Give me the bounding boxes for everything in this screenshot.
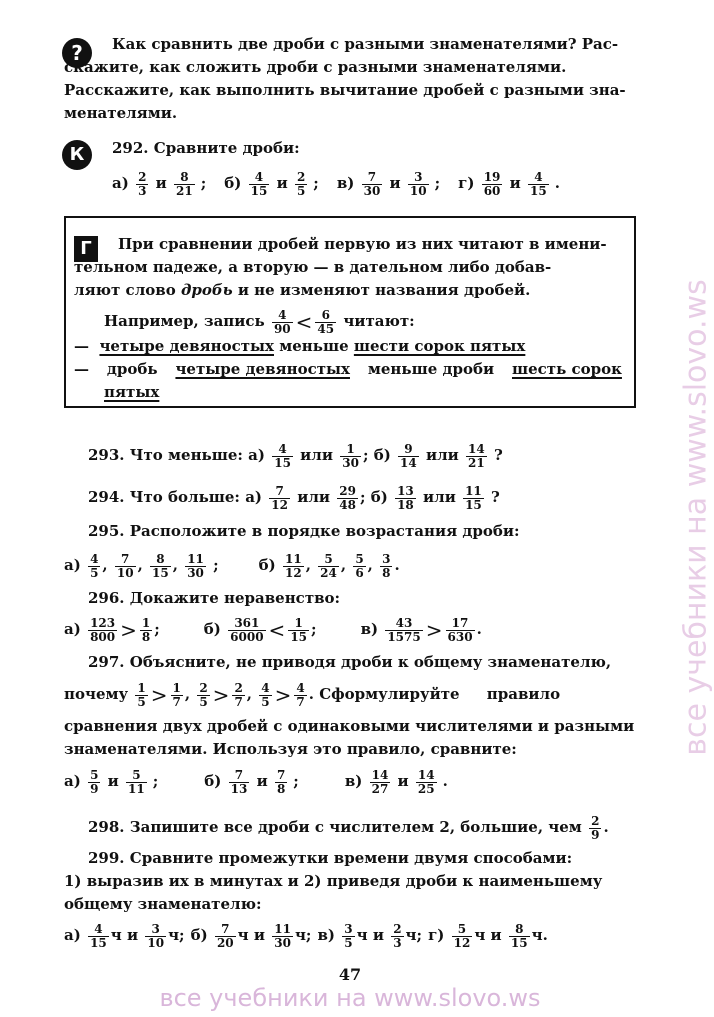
rule-reading-2-b: шесть сорок — [511, 360, 622, 378]
ex299-and: и — [126, 926, 139, 944]
ex297-sign: > — [274, 683, 292, 707]
ex299-end: . — [542, 926, 548, 944]
ex299-number: 299. — [88, 849, 125, 867]
ex296-fraction-left-denominator: 800 — [90, 629, 116, 644]
question-icon: ? — [62, 38, 92, 68]
ex292-item — [112, 169, 210, 198]
ex299-fraction-a — [452, 923, 473, 950]
ex299-end: ; — [179, 926, 185, 944]
ex299-item-label: г) — [428, 926, 445, 944]
ex296-fraction-right-denominator: 8 — [141, 629, 151, 644]
ex299-item-label: б) — [190, 926, 208, 944]
ex297-formulate: Сформулируйте правило — [319, 685, 561, 703]
ex294-a1: $\frac{7}{12}$ — [271, 483, 288, 512]
ex299-line-1 — [88, 848, 628, 868]
ex292-end: ; — [200, 174, 207, 192]
ex295-b-fraction-denominator: 12 — [285, 565, 302, 580]
ex297-fraction-a-numerator: 14 — [371, 767, 389, 782]
ex295-b-label: б) — [258, 556, 276, 574]
rule-example-suffix: читают: — [343, 312, 415, 330]
rule-reading-2-b2: пятых — [104, 383, 160, 401]
ex297-fraction-b-numerator: 5 — [132, 767, 141, 782]
ex299-unit: ч — [237, 926, 249, 944]
ex299-fraction-a-numerator: 5 — [457, 921, 467, 936]
ex296-item-label: б) — [203, 620, 221, 638]
ex295-a-fraction — [185, 553, 206, 580]
ex297-ineq-right-denominator: 7 — [172, 694, 181, 709]
rule-example-prefix: Например, запись — [104, 312, 265, 330]
ex296-fraction-left — [385, 617, 422, 644]
ex297-item-label: а) — [64, 772, 81, 790]
ex296-number: 296. — [88, 589, 125, 607]
ex297-line-1 — [88, 652, 628, 672]
ex296-fraction-right — [140, 617, 152, 644]
ex296-fraction-left-numerator: 361 — [234, 615, 260, 630]
ex294-b1: $\frac{13}{18}$ — [397, 483, 414, 512]
ex297-items — [64, 764, 628, 798]
ex297-fraction-a — [370, 769, 391, 796]
ex297-item-label: в) — [344, 772, 363, 790]
ex297-ineq-left-numerator: 4 — [261, 680, 270, 695]
ex296-items — [64, 612, 628, 647]
ex296-end: ; — [311, 620, 317, 638]
ex297-ineq-right-numerator: 4 — [296, 680, 305, 695]
ex297-fraction-a — [88, 769, 100, 796]
ex295-a-fraction-numerator: 8 — [156, 551, 165, 566]
ex295-b-fraction — [353, 553, 365, 580]
ex295-b-fraction-denominator: 6 — [355, 565, 364, 580]
rule-line-3-end: и не изменяют названия дробей. — [237, 281, 531, 299]
ex294-a-label: а) — [245, 488, 263, 506]
ex294-or-1: или — [297, 488, 331, 506]
ex292-fraction-a — [136, 171, 148, 198]
ex297-item-label: б) — [204, 772, 222, 790]
ex297-ineq-right-numerator: 1 — [172, 680, 181, 695]
ex297-fraction-b — [416, 769, 437, 796]
ex292-fraction-a-numerator: 2 — [138, 169, 147, 184]
ex292-fraction-a-denominator: 60 — [483, 183, 501, 198]
ex294-b2: $\frac{11}{15}$ — [465, 483, 482, 512]
ex299-and: и — [490, 926, 502, 944]
ex294-a2: $\frac{29}{48}$ — [339, 483, 356, 512]
ex298-end: . — [603, 818, 609, 836]
ex294-number: 294. — [88, 488, 125, 506]
ex296-fraction-left-denominator: 6000 — [230, 629, 264, 644]
ex299-items — [64, 918, 628, 952]
ex297-fraction-a-denominator: 13 — [230, 781, 248, 796]
ex294-or-2: или — [423, 488, 456, 506]
ex295-heading — [88, 521, 628, 541]
ex297-end: ; — [293, 772, 299, 790]
ex292-title: Сравните дроби: — [153, 139, 300, 157]
ex297-ineq-right-denominator: 7 — [296, 694, 305, 709]
question-line-1: Как сравнить две дроби с разными знаменателями? Рас- — [112, 35, 619, 53]
ex296-fraction-right — [288, 617, 309, 644]
ex292-fraction-b-denominator: 15 — [530, 183, 547, 198]
ex296-item — [64, 615, 160, 644]
ex299-fraction-a-denominator: 15 — [90, 935, 107, 950]
ex296-fraction-left-denominator: 1575 — [387, 629, 421, 644]
ex297-fraction-a-numerator: 7 — [234, 767, 244, 782]
ex297-sign: > — [150, 683, 168, 707]
ex299-fraction-a — [215, 923, 236, 950]
ex292-fraction-a-numerator: 7 — [367, 169, 377, 184]
ex293-a2: $\frac{1}{30}$ — [342, 441, 359, 470]
ex294: 294. Что больше: а) $\frac{7}{12}$ или $\frac{29}{48}$ ; б) $\frac{13}{18}$ или $\frac{11}{15}$ ? — [88, 483, 500, 512]
ex297-and: и — [256, 772, 268, 790]
ex293-text: Что меньше: — [129, 446, 243, 464]
rule-g-icon: Г — [74, 236, 98, 262]
rule-reading-1-dash: — — [74, 337, 89, 355]
ex297-and: и — [107, 772, 119, 790]
ex293-b1: $\frac{9}{14}$ — [400, 441, 417, 470]
ex297-item — [64, 767, 162, 796]
ex298 — [88, 810, 628, 844]
ex292-item-label: б) — [224, 174, 242, 192]
ex297-item — [344, 767, 452, 796]
rule-reading-2-mid: меньше дроби — [367, 360, 495, 378]
ex296-fraction-right — [446, 617, 475, 644]
ex297-fraction-b — [126, 769, 147, 796]
ex295-a-fraction-denominator: 15 — [152, 565, 169, 580]
ex296-sign: > — [120, 618, 137, 642]
ex295-group-b: б) $\frac{11}{12}$ , $\frac{5}{24}$ , $\frac{5}{6}$ , $\frac{3}{8}$ . — [258, 551, 400, 580]
ex292-item-label: а) — [112, 174, 129, 192]
ex299-fraction-b-denominator: 30 — [274, 935, 291, 950]
vertical-watermark — [678, 150, 714, 870]
rule-reading-2 — [74, 359, 622, 379]
ex295-b-fraction-numerator: 11 — [285, 551, 302, 566]
ex297-line1-text: Объясните, не приводя дроби к общему знаменателю, — [129, 653, 612, 671]
ex297-ineq-left-denominator: 5 — [137, 694, 146, 709]
ex293-b2: $\frac{14}{21}$ — [468, 441, 485, 470]
ex292-fraction-a-denominator: 15 — [250, 183, 268, 198]
ex297-line-3: сравнения двух дробей с одинаковыми числителями и разными — [64, 717, 635, 735]
ex294-b-label: б) — [370, 488, 388, 506]
rule-example-fraction-a: $\frac{4}{90}$ — [273, 307, 291, 336]
ex299-unit: ч — [294, 926, 306, 944]
page-number: 47 — [338, 965, 362, 984]
ex296-sign: > — [425, 618, 443, 642]
ex295-b-fraction — [380, 553, 392, 580]
ex299-and: и — [372, 926, 384, 944]
ex299-item-label: в) — [317, 926, 335, 944]
ex299-line-2: 1) выразив их в минутах и 2) приведя дроби к наименьшему — [64, 872, 603, 890]
ex299-item — [190, 921, 312, 950]
ex299-fraction-b-numerator: 3 — [151, 921, 160, 936]
ex292-end: . — [554, 174, 560, 192]
ex297-sign: > — [212, 683, 230, 707]
ex296-item-label: а) — [64, 620, 81, 638]
ex295-a-label: а) — [64, 556, 81, 574]
ex297-item — [204, 767, 303, 796]
ex295-a-fraction — [150, 553, 171, 580]
ex295-b-fraction — [283, 553, 304, 580]
rule-reading-1-mid: меньше — [279, 337, 349, 355]
ex292-fraction-a — [249, 171, 270, 198]
ex296-fraction-left — [88, 617, 117, 644]
ex292-fraction-b — [295, 171, 307, 198]
ex297-line-2: почему $\frac{1}{5}$ > $\frac{1}{7}$ , $\frac{2}{5}$ > $\frac{2}{7}$ , $\frac{4}{5}$ > $\frac{4}{7}$ . Сформулируйте правило — [64, 680, 561, 709]
ex293-a-label: а) — [248, 446, 265, 464]
ex292-fraction-b — [528, 171, 549, 198]
ex297-fraction-a-denominator: 27 — [371, 781, 389, 796]
ex297-ineq-left — [259, 682, 271, 709]
ex293-end: ? — [493, 446, 503, 464]
ex296-fraction-right-numerator: 17 — [451, 615, 469, 630]
rule-reading-1-a: четыре девяностых — [99, 337, 274, 355]
ex299-and: и — [253, 926, 265, 944]
ex297-ineq-right — [171, 682, 183, 709]
rule-line-1: При сравнении дробей первую из них читают в имени- — [118, 235, 607, 253]
ex292-fraction-a-numerator: 4 — [254, 169, 264, 184]
ex295-group-a: а) $\frac{4}{5}$ , $\frac{7}{10}$ , $\frac{8}{15}$ , $\frac{11}{30}$ ; — [64, 551, 219, 580]
ex293-b-label: б) — [373, 446, 391, 464]
question-line-2: скажите, как сложить дроби с разными знаменателями. — [64, 58, 567, 76]
ex297-ineq-left-denominator: 5 — [261, 694, 270, 709]
ex298-text: Запишите все дроби с числителем 2, большие, чем — [129, 818, 582, 836]
rule-reading-2-cont — [104, 382, 628, 402]
ex296-end: ; — [154, 620, 160, 638]
ex299-fraction-a-denominator: 5 — [344, 935, 353, 950]
ex296-sign: < — [268, 618, 286, 642]
ex292-fraction-b-numerator: 3 — [414, 169, 423, 184]
ex296-fraction-right-denominator: 630 — [447, 629, 473, 644]
ex292-fraction-b-denominator: 10 — [409, 183, 427, 198]
ex297-fraction-b-numerator: 14 — [417, 767, 435, 782]
ex297-fraction-b-denominator: 11 — [128, 781, 145, 796]
ex292-fraction-b — [408, 171, 429, 198]
ex295-a-fraction-numerator: 4 — [90, 551, 99, 566]
ex295-a-fraction-numerator: 7 — [121, 551, 130, 566]
ex297-ineq-left — [135, 682, 147, 709]
rule-reading-1 — [74, 336, 628, 356]
bottom-watermark: все учебники на www.slovo.ws — [159, 984, 541, 1012]
ex292-fraction-b-denominator: 21 — [176, 183, 193, 198]
ex295-a-fraction-numerator: 11 — [187, 551, 204, 566]
ex292-and: и — [276, 174, 288, 192]
ex296-end: . — [476, 620, 482, 638]
ex292-heading — [112, 138, 628, 158]
ex297-fraction-b-denominator: 8 — [276, 781, 286, 796]
ex292-end: ; — [313, 174, 319, 192]
ex297-ineq-right — [294, 682, 306, 709]
ex292-fraction-a-denominator: 30 — [363, 183, 381, 198]
ex295-number: 295. — [88, 522, 125, 540]
vertical-watermark-text: все учебники на www.slovo.ws — [678, 279, 714, 756]
ex295-items — [64, 548, 628, 582]
ex297-line-4: знаменателями. Используя это правило, сравните: — [64, 740, 517, 758]
rule-word-drob: дробь — [180, 281, 233, 299]
ex295-b-fraction-numerator: 5 — [324, 551, 333, 566]
rule-line-3-start: ляют слово — [74, 281, 176, 299]
rule-example — [104, 306, 628, 337]
ex295-b-fraction-denominator: 8 — [382, 565, 391, 580]
ex299-fraction-b-numerator: 11 — [274, 921, 291, 936]
ex293-a1: $\frac{4}{15}$ — [274, 441, 291, 470]
ex292-fraction-b-denominator: 5 — [296, 183, 306, 198]
ex292-and: и — [155, 174, 167, 192]
ex299-fraction-b — [145, 923, 166, 950]
ex297-fraction-a — [229, 769, 250, 796]
ex292-fraction-b — [174, 171, 195, 198]
ex299-unit: ч — [168, 926, 180, 944]
ex296-fraction-left-numerator: 43 — [395, 615, 413, 630]
ex296-fraction-right-numerator: 1 — [141, 615, 151, 630]
ex298-number: 298. — [88, 818, 125, 836]
ex296-text: Докажите неравенство: — [129, 589, 341, 607]
ex296-fraction-right-numerator: 1 — [294, 615, 303, 630]
ex292-item — [458, 169, 564, 198]
ex295-a-fraction — [115, 553, 136, 580]
ex299-fraction-b-numerator: 2 — [393, 921, 402, 936]
rule-example-sign: < — [295, 310, 313, 334]
rule-reading-2-word: дробь — [106, 360, 158, 378]
ex297-ineq-right — [232, 682, 244, 709]
ex296-item-label: в) — [360, 620, 379, 638]
rule-line-2: тельном падеже, а вторую — в дательном либо добав- — [74, 258, 552, 276]
ex299-unit: ч — [405, 926, 417, 944]
ex297-why: почему — [64, 685, 129, 703]
ex297-ineq-right-numerator: 2 — [234, 680, 243, 695]
ex293-number: 293. — [88, 446, 125, 464]
ex295-a-fraction — [88, 553, 100, 580]
ex299-item — [428, 921, 548, 950]
ex299-fraction-b — [509, 923, 530, 950]
ex299-fraction-a — [88, 923, 109, 950]
ex293-or-2: или — [425, 446, 459, 464]
question-line-4: менателями. — [64, 104, 178, 122]
ex296-heading — [88, 588, 628, 608]
ex297-ineq-left — [197, 682, 209, 709]
question-line-3: Расскажите, как выполнить вычитание дробей с разными зна- — [64, 81, 626, 99]
rule-example-fraction-b: $\frac{6}{45}$ — [317, 307, 335, 336]
ex296-item — [360, 615, 482, 644]
ex299-fraction-b-denominator: 3 — [393, 935, 402, 950]
ex299-fraction-b-denominator: 10 — [147, 935, 165, 950]
ex299-fraction-b-numerator: 8 — [515, 921, 524, 936]
ex299-fraction-a-numerator: 3 — [344, 921, 353, 936]
ex295-a-fraction-denominator: 10 — [116, 565, 134, 580]
ex293: 293. Что меньше: а) $\frac{4}{15}$ или $\frac{1}{30}$ ; б) $\frac{9}{14}$ или $\frac{14}{21}$ ? — [88, 441, 503, 470]
ex292-item — [336, 169, 444, 198]
ex297-end: ; — [152, 772, 159, 790]
ex297-fraction-b — [275, 769, 287, 796]
rule-reading-1-b: шести сорок пятых — [353, 337, 526, 355]
ex297-end: . — [442, 772, 448, 790]
ex299-unit: ч — [110, 926, 122, 944]
ex299-item-label: а) — [64, 926, 81, 944]
ex299-unit: ч — [356, 926, 368, 944]
ex295-b-fraction-numerator: 5 — [355, 551, 364, 566]
ex296-fraction-left — [228, 617, 265, 644]
ex295-a-fraction-denominator: 5 — [90, 565, 99, 580]
ex299-unit: ч — [531, 926, 543, 944]
ex298-fraction: $\frac{2}{9}$ — [591, 813, 600, 842]
ex297-ineq-left-denominator: 5 — [199, 694, 208, 709]
ex295-b-fraction-numerator: 3 — [382, 551, 391, 566]
ex292-fraction-a — [482, 171, 503, 198]
ex292-item-label: в) — [336, 174, 355, 192]
rule-reading-2-a: четыре девяностых — [175, 360, 350, 378]
ex297-and: и — [397, 772, 409, 790]
ex293-or-1: или — [300, 446, 333, 464]
ex299-line-3: общему знаменателю: — [64, 895, 262, 913]
ex297-ineq-left-numerator: 1 — [137, 680, 146, 695]
rule-reading-2-dash: — — [74, 360, 89, 378]
ex299-line1-text: Сравните промежутки времени двумя способами: — [129, 849, 573, 867]
ex295-b-fraction-denominator: 24 — [320, 565, 337, 580]
ex295-text: Расположите в порядке возрастания дроби: — [129, 522, 520, 540]
ex295-a-fraction-denominator: 30 — [187, 565, 204, 580]
ex297-fraction-a-denominator: 9 — [90, 781, 99, 796]
ex292-items — [112, 168, 628, 198]
ex294-end: ? — [491, 488, 500, 506]
ex299-fraction-a — [342, 923, 354, 950]
ex297-ineq-right-denominator: 7 — [234, 694, 243, 709]
ex292-fraction-a-numerator: 19 — [483, 169, 501, 184]
ex292-fraction-b-numerator: 2 — [296, 169, 306, 184]
ex299-fraction-b-denominator: 15 — [510, 935, 528, 950]
ex294-text: Что больше: — [129, 488, 240, 506]
ex297-fraction-b-numerator: 7 — [276, 767, 286, 782]
ex292-and: и — [389, 174, 401, 192]
ex297-number: 297. — [88, 653, 125, 671]
ex299-item — [317, 921, 423, 950]
ex299-fraction-a-denominator: 12 — [453, 935, 471, 950]
ex299-fraction-a-numerator: 4 — [94, 921, 103, 936]
ex299-fraction-a-numerator: 7 — [221, 921, 230, 936]
ex299-end: ; — [305, 926, 312, 944]
ex297-fraction-a-numerator: 5 — [90, 767, 99, 782]
ex292-fraction-b-numerator: 8 — [180, 169, 189, 184]
ex296-item — [203, 615, 317, 644]
ex292-number: 292. — [112, 139, 149, 157]
ex292-fraction-a — [362, 171, 383, 198]
ex299-fraction-a-denominator: 20 — [216, 935, 234, 950]
ex292-fraction-a-denominator: 3 — [138, 183, 147, 198]
ex292-end: ; — [434, 174, 441, 192]
ex297-fraction-b-denominator: 25 — [417, 781, 435, 796]
ex299-fraction-b — [272, 923, 293, 950]
ex292-item — [224, 169, 323, 198]
rule-line-3 — [74, 280, 628, 300]
exercise-k-icon: К — [62, 140, 92, 170]
ex299-item — [64, 921, 185, 950]
ex292-item-label: г) — [458, 174, 475, 192]
ex299-end: ; — [416, 926, 423, 944]
ex297-ineq-left-numerator: 2 — [199, 680, 208, 695]
ex292-fraction-b-numerator: 4 — [534, 169, 543, 184]
ex299-unit: ч — [474, 926, 486, 944]
ex295-b-fraction — [318, 553, 339, 580]
ex296-fraction-left-numerator: 123 — [90, 615, 116, 630]
ex296-fraction-right-denominator: 15 — [290, 629, 308, 644]
ex292-and: и — [509, 174, 521, 192]
ex299-fraction-b — [391, 923, 403, 950]
